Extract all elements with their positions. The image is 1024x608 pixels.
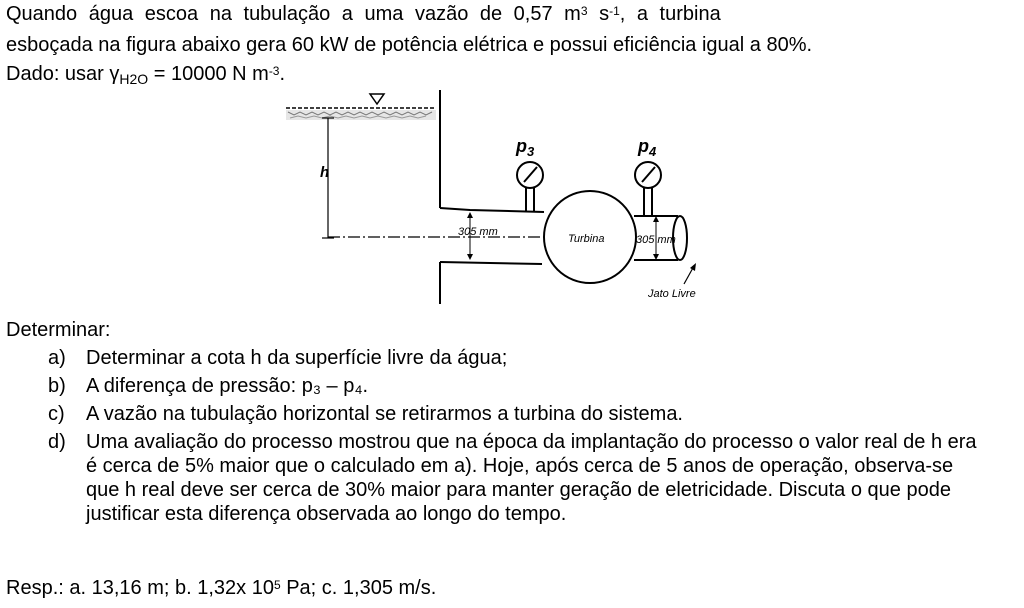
statement-text: , a turbina [619,3,721,25]
free-surface-marker [370,94,384,104]
gamma-symbol: γ [109,63,120,85]
statement-text: = 10000 N m [148,63,269,85]
statement-text: Quando água escoa na tubulação a uma vazão de 0,57 m [6,3,581,25]
statement-line-3 [6,62,285,87]
label-dim-outlet: 305 mm [636,234,676,246]
question-list [48,346,988,530]
label-dim-inlet: 305 mm [458,226,498,238]
subscript: H2O [119,71,149,87]
superscript: 3 [580,4,588,18]
answers-text: Pa; c. 1,305 m/s. [280,577,437,599]
statement-line-1 [6,2,721,26]
determinar-heading: Determinar: [6,319,111,341]
label-p4: $p_4$ [638,136,657,159]
answers-text: Resp.: a. 13,16 m; b. 1,32x 10 [6,577,274,599]
item-marker: c) [48,403,65,425]
statement-line-2: esboçada na figura abaixo gera 60 kW de potência elétrica e possui eficiência igual a 80%. [6,34,813,56]
water-surface [286,108,436,120]
answers-line [6,576,436,600]
label-p3: $p_3$ [516,136,535,159]
superscript: 5 [273,578,281,592]
turbine-figure [282,88,722,306]
item-text: Determinar a cota h da superfície livre da água; [86,347,508,369]
label-h: h [320,164,330,181]
statement-text: s [587,3,610,25]
list-item [48,346,988,370]
item-marker: a) [48,347,66,369]
item-text: Uma avaliação do processo mostrou que na época da implantação do processo o valor real de h era é cerca de 5% maior que o calculado em a). Hoje, após cerca de 5 anos de operação, observa-se que h real deve ser cerca de 30% maior para manter geração de eletricidade. Discuta o que pode justificar esta diferença observada ao longo do tempo. [86,431,977,525]
item-text: A diferença de pressão: p₃ – p₄. [86,375,369,397]
item-marker: d) [48,431,66,453]
superscript: -3 [268,64,280,78]
label-jet: Jato Livre [648,288,696,300]
list-item [48,374,988,398]
statement-text: Dado: usar [6,63,110,85]
label-turbine: Turbina [568,233,605,245]
list-item [48,402,988,426]
item-marker: b) [48,375,66,397]
superscript: -1 [609,4,620,18]
list-item [48,430,988,526]
statement-text: . [279,63,286,85]
item-text: A vazão na tubulação horizontal se retirarmos a turbina do sistema. [86,403,683,425]
